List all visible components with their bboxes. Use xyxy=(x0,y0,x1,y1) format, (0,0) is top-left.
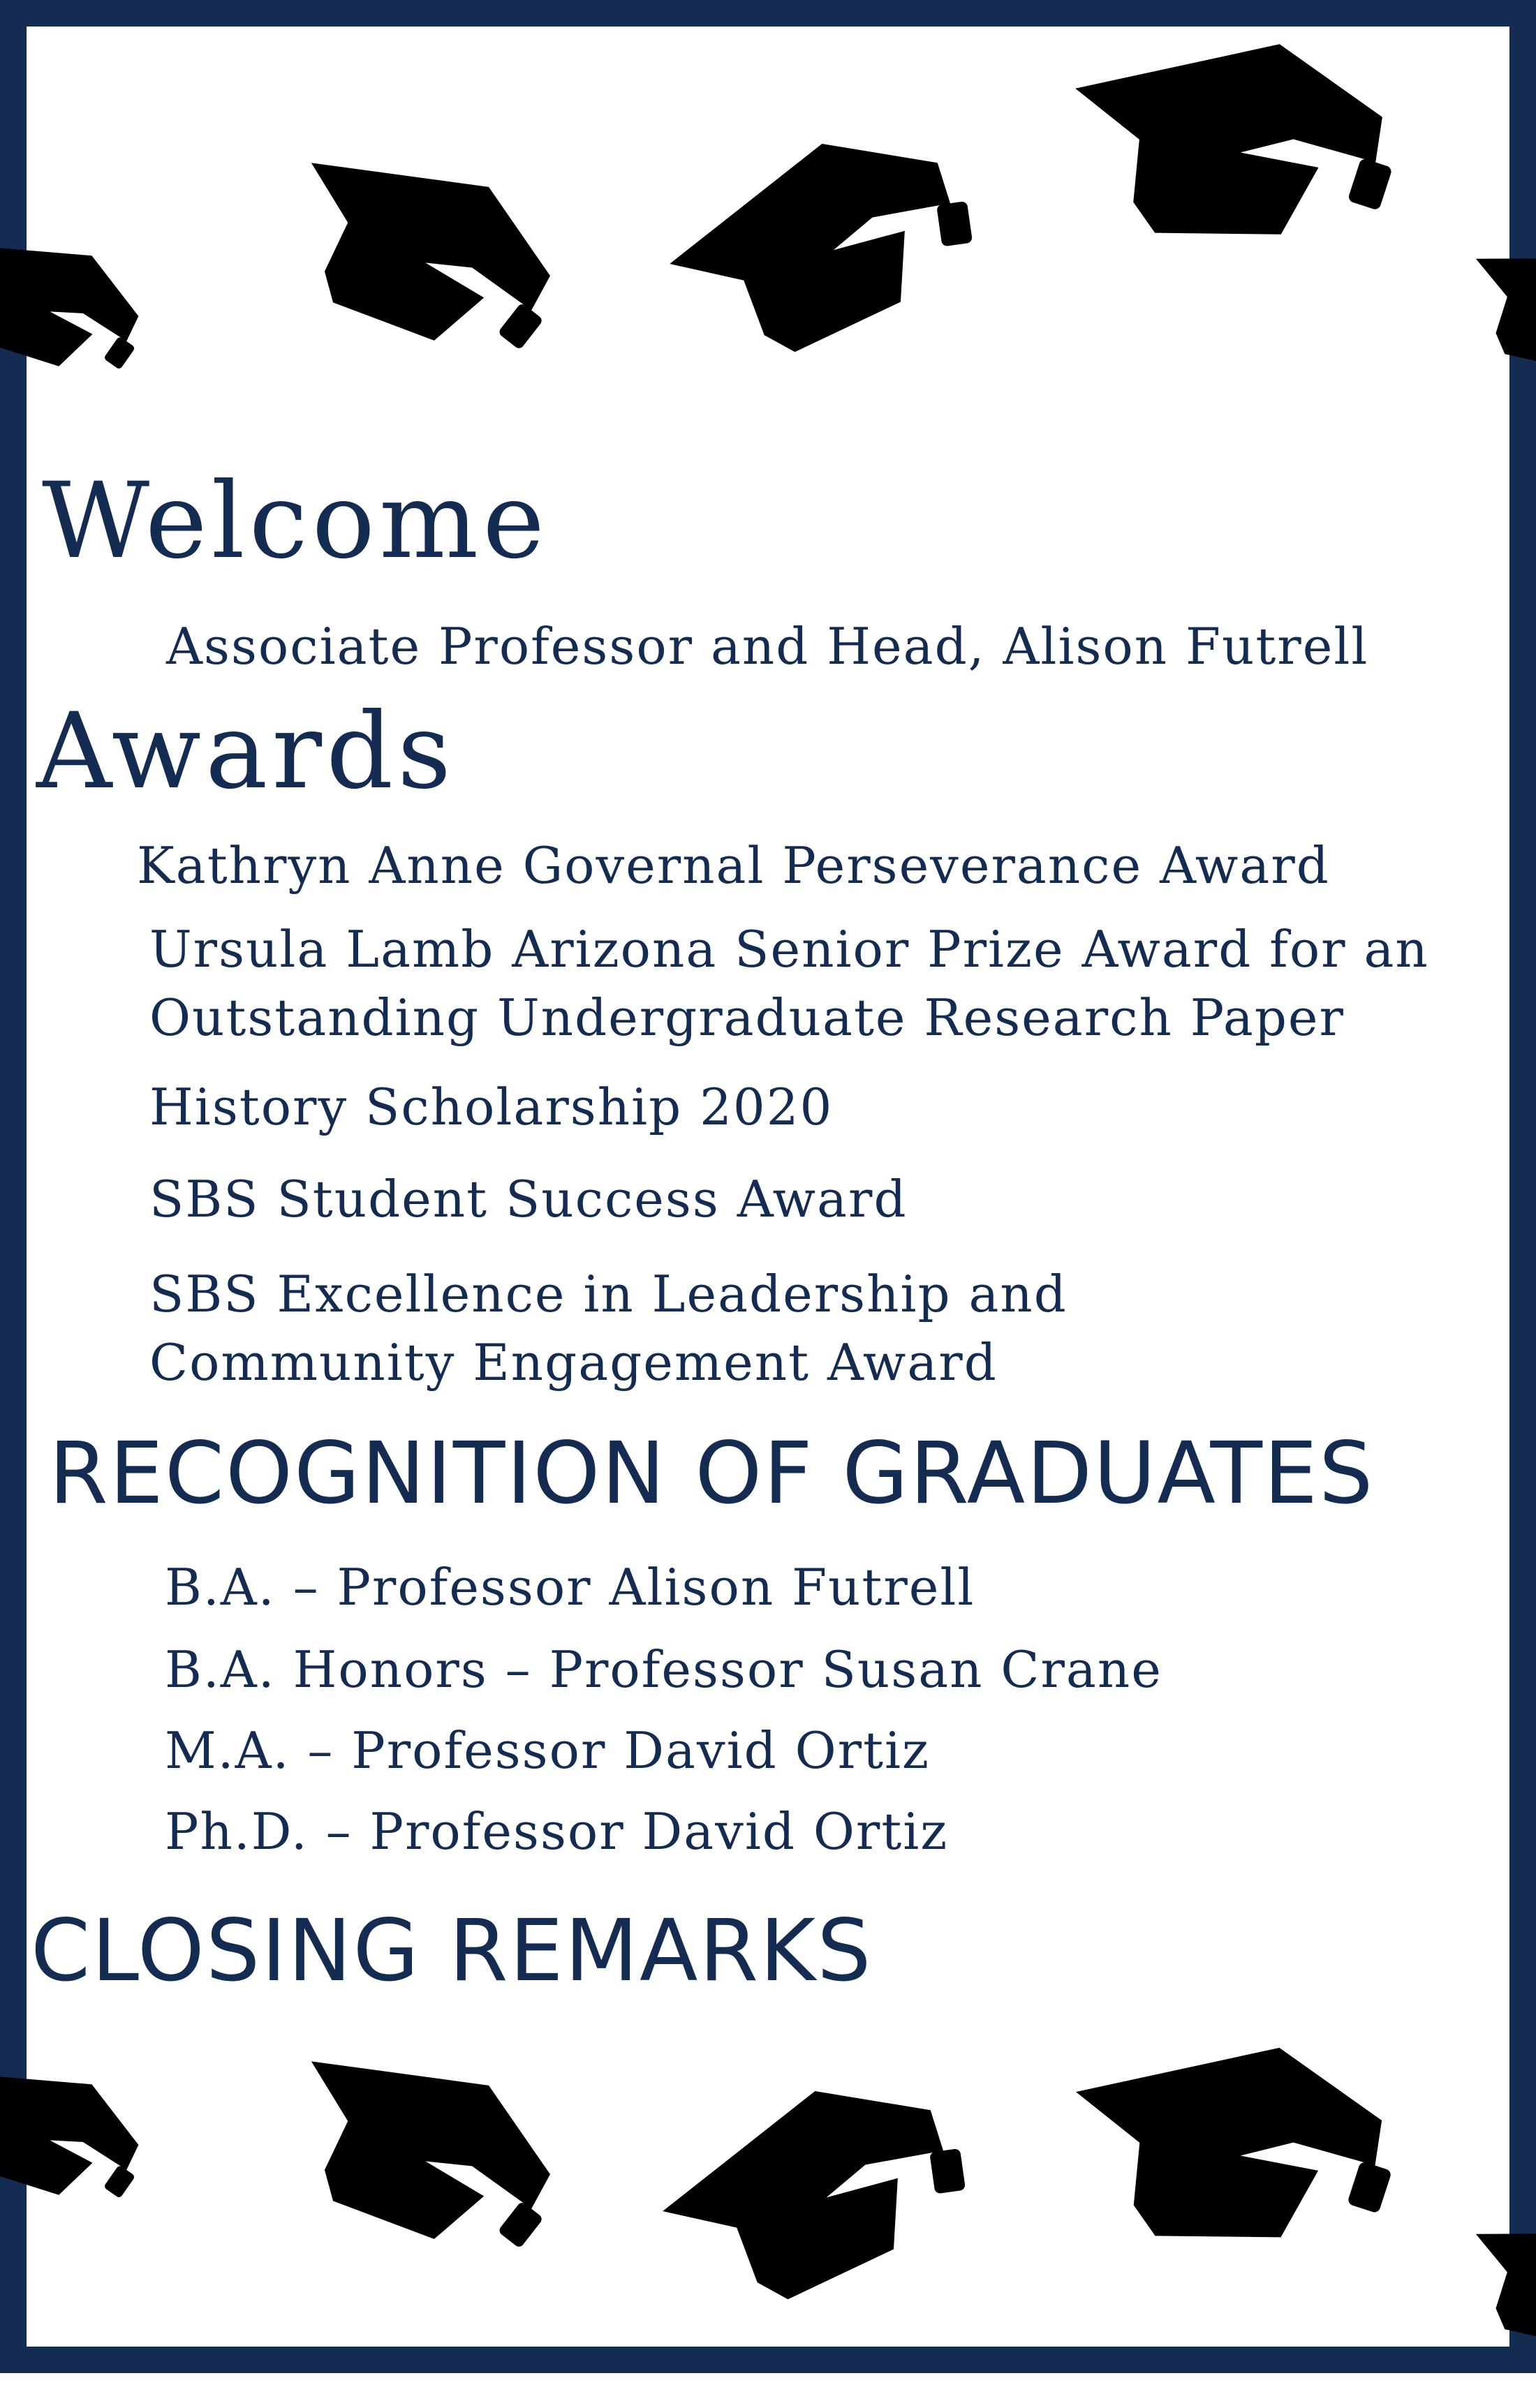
award-item: Ursula Lamb Arizona Senior Prize Award for an xyxy=(149,920,1429,979)
welcome-heading: Welcome xyxy=(42,461,549,582)
graduation-cap-icon xyxy=(635,2066,998,2317)
closing-heading: CLOSING REMARKS xyxy=(31,1901,873,2000)
graduation-cap-icon xyxy=(237,98,573,433)
award-item-continued: Outstanding Undergraduate Research Paper xyxy=(149,988,1345,1047)
awards-heading: Awards xyxy=(36,691,456,812)
graduation-cap-icon xyxy=(1459,2185,1536,2408)
award-item: SBS Student Success Award xyxy=(149,1170,908,1228)
graduation-cap-icon xyxy=(1033,2010,1424,2317)
graduation-cap-icon xyxy=(642,119,1005,370)
recognition-heading: RECOGNITION OF GRADUATES xyxy=(49,1424,1375,1523)
graduation-cap-icon xyxy=(0,2024,154,2261)
graduation-cap-icon xyxy=(237,1996,573,2331)
award-item-continued: Community Engagement Award xyxy=(149,1333,998,1392)
graduate-degree-item: B.A. – Professor Alison Futrell xyxy=(165,1558,975,1617)
award-item: Kathryn Anne Governal Perseverance Award xyxy=(137,836,1330,895)
graduation-cap-icon xyxy=(1459,209,1536,433)
graduation-cap-icon xyxy=(1033,14,1424,307)
graduate-degree-item: Ph.D. – Professor David Ortiz xyxy=(165,1802,949,1861)
award-item: History Scholarship 2020 xyxy=(149,1078,834,1136)
award-item: SBS Excellence in Leadership and xyxy=(149,1265,1068,1323)
graduate-degree-item: B.A. Honors – Professor Susan Crane xyxy=(165,1640,1162,1699)
graduate-degree-item: M.A. – Professor David Ortiz xyxy=(165,1721,930,1780)
graduation-cap-icon xyxy=(0,195,154,433)
welcome-speaker: Associate Professor and Head, Alison Futrell xyxy=(166,617,1369,676)
